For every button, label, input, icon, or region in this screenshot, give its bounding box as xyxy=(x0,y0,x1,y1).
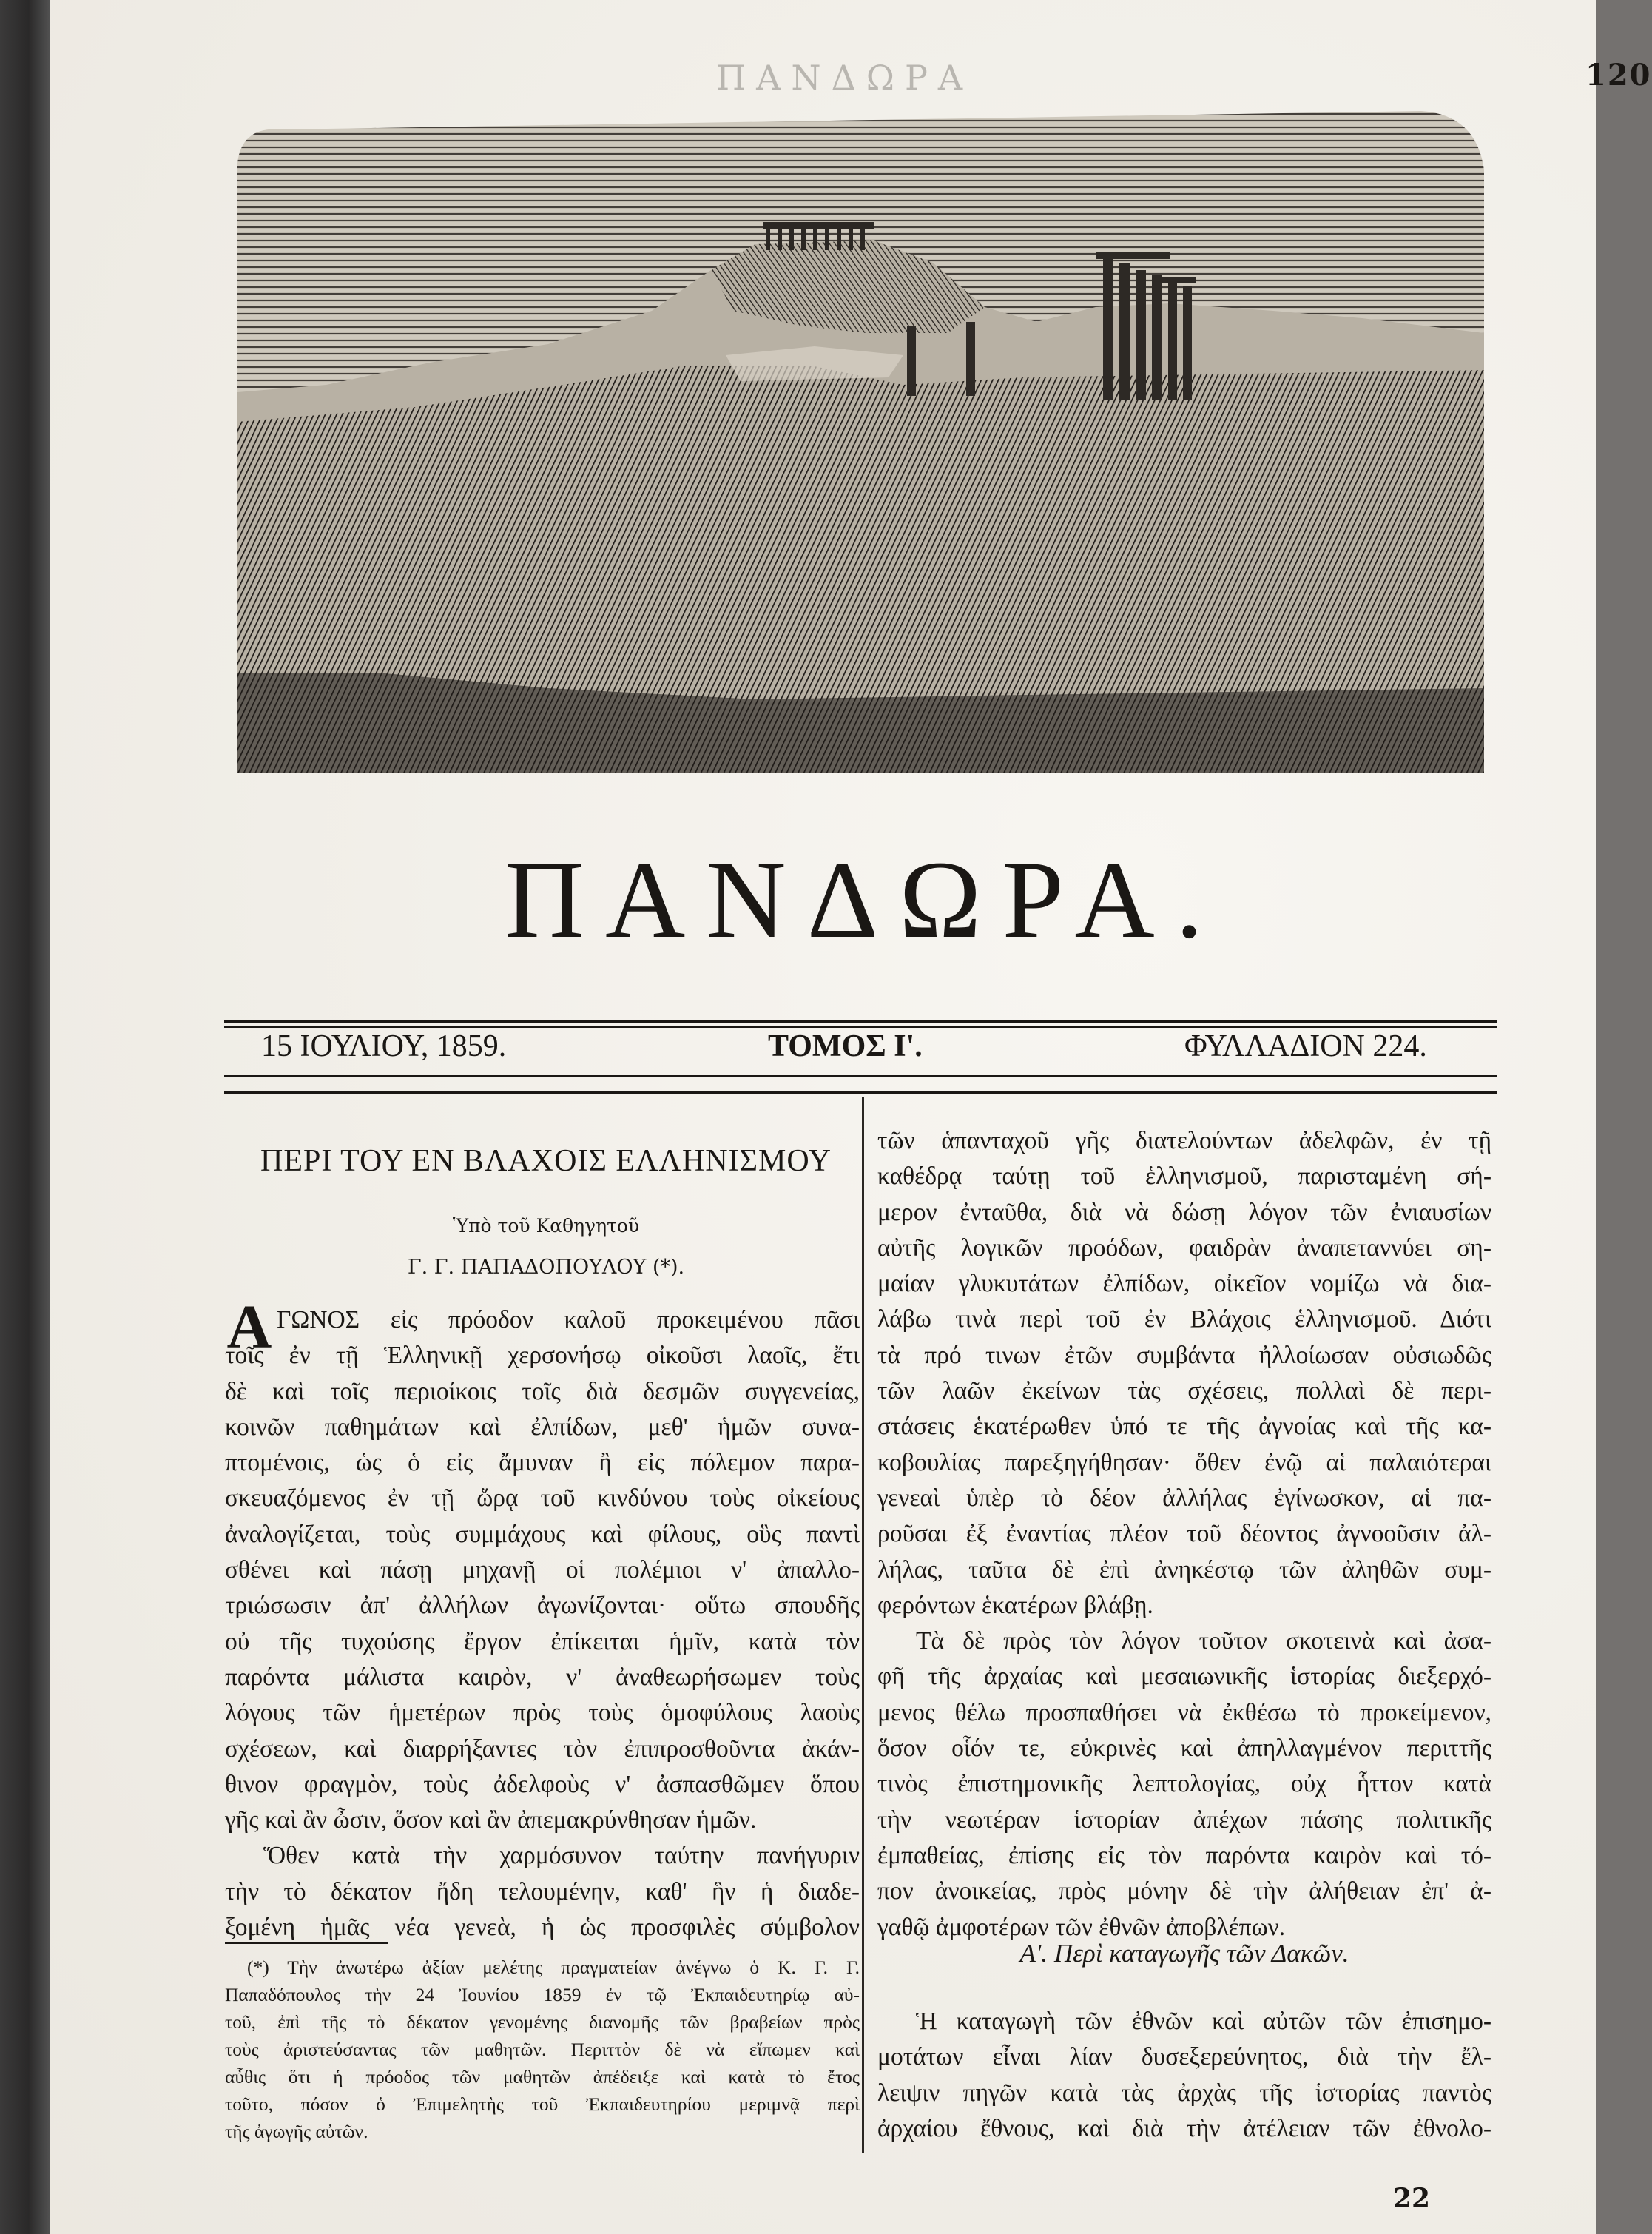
right-line: λήλας, ταῦτα δὲ ἐπὶ ἀνηκέστῳ τῶν ἀληθῶν συμ- xyxy=(877,1555,1491,1584)
right-line: φερόντων ἑκατέρων βλάβῃ. xyxy=(877,1591,1153,1619)
right-line: τὰ πρό τινων ἐτῶν συμβάντα ἠλλοίωσαν οὐσιωδῶς xyxy=(877,1341,1491,1369)
newspaper-page xyxy=(50,0,1652,2234)
section-heading: Α'. Περὶ καταγωγῆς τῶν Δακῶν. xyxy=(1019,1939,1349,1968)
right-line: λάβω τινὰ περὶ τοῦ ἐν Βλάχοις ἑλληνισμοῦ. Διότι xyxy=(877,1305,1491,1333)
left-line: κοινῶν παθημάτων καὶ ἐλπίδων, μεθ' ἡμῶν συνα- xyxy=(225,1413,860,1441)
rule-bottom-thin xyxy=(224,1075,1497,1077)
rule-top-thick xyxy=(224,1020,1497,1023)
right-line: τινὸς ἐπιστημονικῆς λεπτολογίας, οὐχ ἧττον κατὰ xyxy=(877,1770,1491,1798)
section-line: μοτάτων εἶναι λίαν δυσεξερεύνητος, διὰ τὴν ἔλ- xyxy=(877,2043,1491,2071)
footnote-line: Παπαδόπουλος τὴν 24 Ἰουνίου 1859 ἐν τῷ Ἐκπαιδευτηρίῳ αὐ- xyxy=(225,1984,860,2005)
right-line: ροῦσαι ἐξ ἐναντίας πλέον τοῦ δέοντος ἀγνοοῦσιν ἀλ- xyxy=(877,1520,1491,1548)
right-line: μαίαν γλυκυτάτων ἐλπίδων, οἰκεῖον νομίζω νὰ δια- xyxy=(877,1270,1491,1298)
footnote xyxy=(225,1954,860,2145)
left-line: τριώσωσιν ἀπ' ἀλλήλων ἀγωνίζονται· οὕτω σπουδῆς xyxy=(225,1592,860,1620)
drop-cap: Α xyxy=(226,1293,272,1362)
section-column xyxy=(877,2004,1491,2147)
issue-volume: ΤΟΜΟΣ Ι'. xyxy=(768,1029,923,1063)
right-line: αὐτῆς λογικῶν προόδων, φαιδρὰν ἀναπεταννύει ση- xyxy=(877,1234,1491,1262)
left-line: ΓΩΝΟΣ εἰς πρόοδον καλοῦ προκειμένου πᾶσι xyxy=(277,1306,860,1333)
acropolis-engraving xyxy=(237,111,1484,773)
right-line: πον ἀνοικείας, πρὸς μόνην δὲ τὴν ἀλήθειαν ἐπ' ἀ- xyxy=(877,1877,1491,1905)
rule-top-thin xyxy=(224,1026,1497,1028)
masthead-title: ΠΑΝΔΩΡΑ. xyxy=(504,838,1224,961)
byline-intro: Ὑπὸ τοῦ Καθηγητοῦ xyxy=(452,1215,640,1237)
left-column xyxy=(225,1293,860,1945)
left-line: πτομένοις, ὡς ὁ εἰς ἄμυναν ἢ εἰς πόλεμον παρα- xyxy=(225,1449,860,1477)
issue-line xyxy=(224,1029,1497,1070)
right-line: τῶν ἁπανταχοῦ γῆς διατελούντων ἀδελφῶν, ἐν τῇ xyxy=(877,1127,1491,1154)
book-gutter-shadow xyxy=(0,0,52,2234)
right-line: τὴν νεωτέραν ἱστορίαν ἀπέχων πάσης πολιτικῆς xyxy=(877,1806,1491,1834)
right-line: καθέδρᾳ ταύτῃ τοῦ ἑλληνισμοῦ, παρισταμένη σή- xyxy=(877,1163,1491,1191)
article-title: ΠΕΡΙ ΤΟΥ ΕΝ ΒΛΑΧΟΙΣ ΕΛΛΗΝΙΣΜΟΥ xyxy=(260,1144,832,1178)
section-line: λειψιν πηγῶν κατὰ τὰς ἀρχὰς τῆς ἱστορίας παντὸς xyxy=(877,2079,1491,2107)
left-line: οὐ τῆς τυχούσης ἔργον ἐπίκειται ἡμῖν, κατὰ τὸν xyxy=(225,1627,860,1655)
section-line: Ἡ καταγωγὴ τῶν ἐθνῶν καὶ αὐτῶν τῶν ἐπισημο- xyxy=(916,2008,1491,2035)
right-line: μενος θέλω προσπαθήσει νὰ ἐκθέσω τὸ προκείμενον, xyxy=(877,1698,1491,1726)
right-column xyxy=(877,1123,1491,1945)
left-line: γῆς καὶ ἂν ὦσιν, ὅσον καὶ ἂν ἀπεμακρύνθησαν ἡμῶν. xyxy=(225,1806,757,1834)
left-line: λόγους τῶν ἡμετέρων πρὸς τοὺς ὁμοφύλους λαοὺς xyxy=(225,1699,860,1727)
right-line: κοβουλίας παρεξηγήθησαν· ὅθεν ἐνῷ αἱ παλαιότεραι xyxy=(877,1448,1491,1476)
left-line: ξομένη ἡμᾶς νέα γενεὰ, ἡ ὡς προσφιλὲς σύμβολον xyxy=(225,1914,860,1942)
right-line: γενεαὶ ὑπὲρ τὸ δέον ἀλλήλας ἐγίνωσκον, αἱ πα- xyxy=(877,1484,1491,1512)
left-line: θινον φραγμὸν, τοὺς ἀδελφοὺς ν' ἀσπασθῶμεν ὅπου xyxy=(225,1770,860,1798)
author-name: Γ. Γ. ΠΑΠΑΔΟΠΟΥΛΟΥ (*). xyxy=(407,1256,685,1279)
right-line: τῶν λαῶν ἐκείνων τὰς σχέσεις, πολλαὶ δὲ περι- xyxy=(877,1377,1491,1405)
section-line: ἀρχαίου ἔθνους, καὶ διὰ τὴν ἀτέλειαν τῶν ἐθνολο- xyxy=(877,2114,1491,2142)
right-line: ὅσον οἷόν τε, εὐκρινὲς καὶ ἀπηλλαγμένον περιττῆς xyxy=(877,1735,1491,1763)
column-divider xyxy=(862,1097,864,2153)
left-line: Ὅθεν κατὰ τὴν χαρμόσυνον ταύτην πανήγυριν xyxy=(263,1842,860,1870)
left-line: σχέσεων, καὶ διαρρήξαντες τὸν ἐπιπροσθοῦντα ἀκάν- xyxy=(225,1735,860,1763)
right-line: μερον ἐνταῦθα, διὰ νὰ δώσῃ λόγον τῶν ἐνιαυσίων xyxy=(877,1198,1491,1226)
left-line: τὴν τὸ δέκατον ἤδη τελουμένην, καθ' ἣν ἡ διαδε- xyxy=(225,1877,860,1905)
left-line: σκευαζόμενος ἐν τῇ ὥρᾳ τοῦ κινδύνου τοὺς οἰκείους xyxy=(225,1484,860,1513)
issue-date: 15 ΙΟΥΛΙΟΥ, 1859. xyxy=(261,1029,507,1063)
right-line: στάσεις ἑκατέρωθεν ὑπό τε τῆς ἀγνοίας καὶ τῆς κα- xyxy=(877,1413,1491,1441)
footnote-line: αὖθις ὅτι ἡ πρόοδος τῶν μαθητῶν ἀπέδειξε καὶ κατὰ τὸ ἔτος xyxy=(225,2066,860,2087)
left-line: τοῖς ἐν τῇ Ἑλληνικῇ χερσονήσῳ οἰκοῦσι λαοῖς, ἔτι xyxy=(225,1342,860,1370)
signature-mark: 22 xyxy=(1393,2183,1431,2214)
right-line: ἐμπαθείας, ἐπίσης εἰς τὸν παρόντα καιρὸν καὶ τό- xyxy=(877,1841,1491,1869)
right-line: γαθῷ ἀμφοτέρων τῶν ἐθνῶν ἀποβλέπων. xyxy=(877,1913,1286,1941)
page-number: 120 xyxy=(1585,58,1652,92)
left-line: ἀναλογίζεται, τοὺς συμμάχους καὶ φίλους, οὓς παντὶ xyxy=(225,1520,860,1548)
left-line: σθένει καὶ πάσῃ μηχανῇ οἱ πολέμιοι ν' ἀπαλλο- xyxy=(225,1556,860,1584)
footnote-rule xyxy=(225,1942,388,1944)
rule-bottom-thick xyxy=(224,1091,1497,1094)
running-head-bleedthrough: ΠΑΝΔΩΡΑ xyxy=(716,58,974,98)
footnote-line: τοῦτο, πόσον ὁ Ἐπιμελητὴς τοῦ Ἐκπαιδευτηρίου μεριμνᾷ περὶ xyxy=(225,2093,860,2115)
footnote-line: τοὺς ἀριστεύσαντας τῶν μαθητῶν. Περιττὸν δὲ νὰ εἴπωμεν καὶ xyxy=(225,2039,860,2060)
footnote-line: (*) Τὴν ἀνωτέρω ἀξίαν μελέτης πραγματείαν ἀνέγνω ὁ Κ. Γ. Γ. xyxy=(247,1957,860,1978)
right-line: φῆ τῆς ἀρχαίας καὶ μεσαιωνικῆς ἱστορίας διεξερχό- xyxy=(877,1663,1491,1691)
footnote-line: τῆς ἀγωγῆς αὐτῶν. xyxy=(225,2121,368,2142)
left-line: παρόντα μάλιστα καιρὸν, ν' ἀναθεωρήσωμεν τοὺς xyxy=(225,1663,860,1691)
left-line: δὲ καὶ τοῖς περιοίκοις τοῖς διὰ δεσμῶν συγγενείας, xyxy=(225,1377,860,1405)
footnote-line: τοῦ, ἐπὶ τῆς τὸ δέκατον γενομένης διανομῆς τῶν βραβείων πρὸς xyxy=(225,2011,860,2033)
issue-number: ΦΥΛΛΑΔΙΟΝ 224. xyxy=(1184,1029,1427,1063)
right-line: Τὰ δὲ πρὸς τὸν λόγον τοῦτον σκοτεινὰ καὶ ἀσα- xyxy=(916,1627,1491,1655)
